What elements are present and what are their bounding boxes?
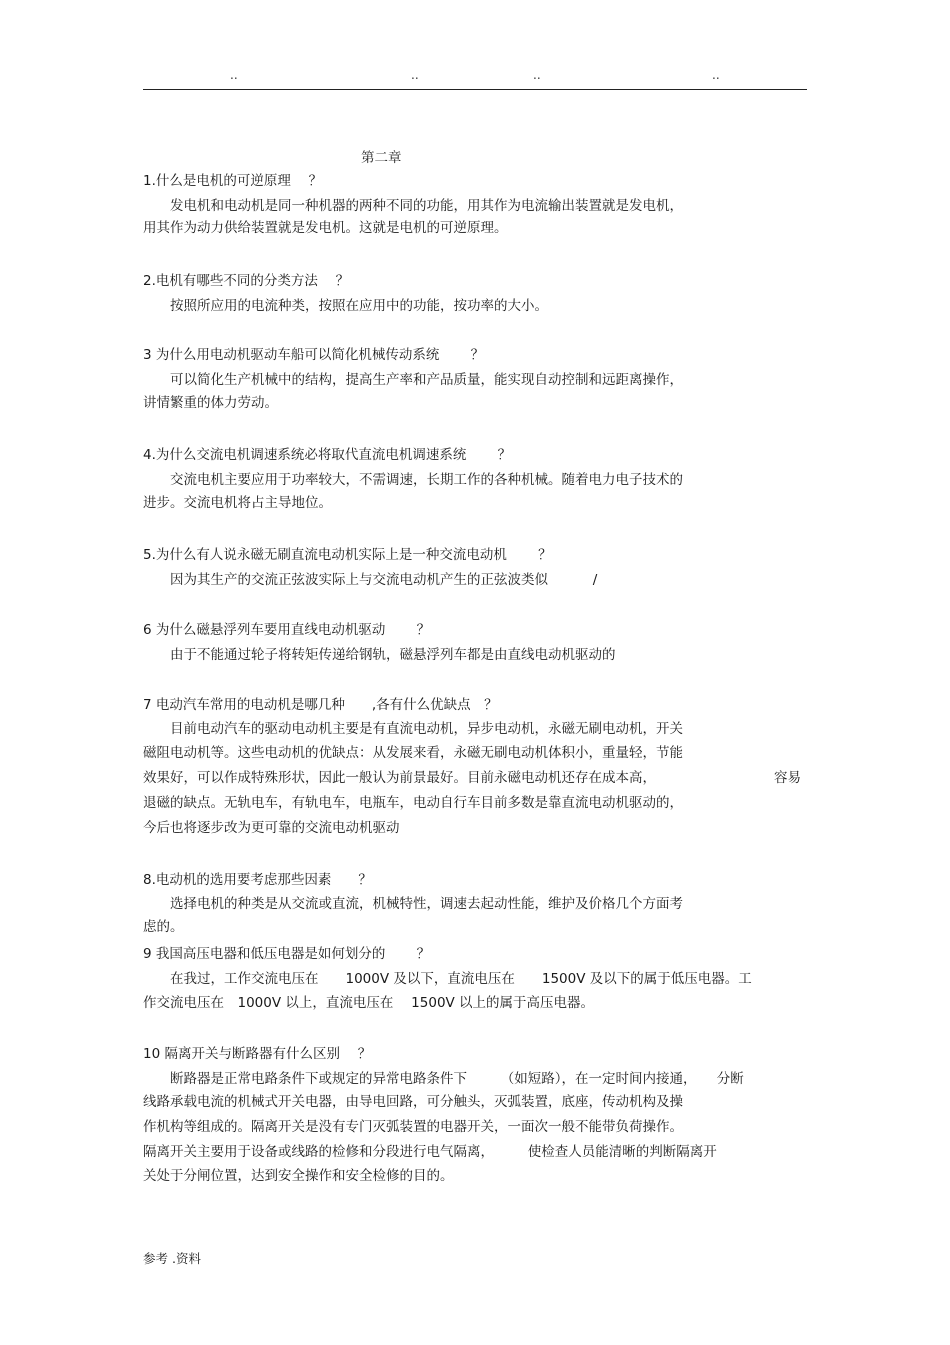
answer-line: 目前电动汽车的驱动电动机主要是有直流电动机，异步电动机，永磁无刷电动机，开关 xyxy=(143,721,683,737)
answer-line-tail: 容易 xyxy=(774,770,801,786)
answer-line: 可以简化生产机械中的结构，提高生产率和产品质量，能实现自动控制和远距离操作， xyxy=(143,372,683,388)
question-8: 8.电动机的选用要考虑那些因素 ？ xyxy=(143,872,372,888)
question-9: 9 我国高压电器和低压电器是如何划分的 ？ xyxy=(143,946,431,962)
header-dots: .. xyxy=(712,68,720,82)
answer-line: 在我过，工作交流电压在 1000V 及以下，直流电压在 1500V 及以下的属于低压电器。工 xyxy=(143,971,752,987)
page-footer: 参考 .资料 xyxy=(143,1251,201,1266)
answer-line: 因为其生产的交流正弦波实际上与交流电动机产生的正弦波类似 / xyxy=(143,572,598,588)
answer-line: 作交流电压在 1000V 以上，直流电压在 1500V 以上的属于高压电器。 xyxy=(143,995,595,1011)
answer-line: 断路器是正常电路条件下或规定的异常电路条件下 （如短路），在一定时间内接通， 分断 xyxy=(143,1071,744,1087)
answer-line: 发电机和电动机是同一种机器的两种不同的功能，用其作为电流输出装置就是发电机， xyxy=(143,198,683,214)
header-rule xyxy=(143,89,807,90)
answer-line: 虑的。 xyxy=(143,919,184,935)
question-7: 7 电动汽车常用的电动机是哪几种 ,各有什么优缺点 ？ xyxy=(143,697,498,713)
answer-line: 选择电机的种类是从交流或直流，机械特性，调速去起动性能，维护及价格几个方面考 xyxy=(143,896,683,912)
question-3: 3 为什么用电动机驱动车船可以简化机械传动系统 ？ xyxy=(143,347,485,363)
answer-line: 线路承载电流的机械式开关电器，由导电回路，可分触头，灭弧装置，底座，传动机构及操 xyxy=(143,1094,683,1110)
header-dots: .. xyxy=(411,68,419,82)
header-dots: .. xyxy=(533,68,541,82)
question-2: 2.电机有哪些不同的分类方法 ？ xyxy=(143,273,350,289)
header-dots: .. xyxy=(230,68,238,82)
answer-line: 讲情繁重的体力劳动。 xyxy=(143,395,278,411)
answer-line: 关处于分闸位置，达到安全操作和安全检修的目的。 xyxy=(143,1168,454,1184)
answer-line: 退磁的缺点。无轨电车，有轨电车，电瓶车，电动自行车目前多数是靠直流电动机驱动的， xyxy=(143,795,683,811)
answer-line: 作机构等组成的。隔离开关是没有专门灭弧装置的电器开关，一面次一般不能带负荷操作。 xyxy=(143,1119,683,1135)
question-10: 10 隔离开关与断路器有什么区别 ？ xyxy=(143,1046,372,1062)
question-1: 1.什么是电机的可逆原理 ？ xyxy=(143,173,323,189)
answer-line: 按照所应用的电流种类，按照在应用中的功能，按功率的大小。 xyxy=(143,298,548,314)
answer-line: 磁阻电动机等。这些电动机的优缺点：从发展来看，永磁无刷电动机体积小，重量轻，节能 xyxy=(143,745,683,761)
question-4: 4.为什么交流电机调速系统必将取代直流电机调速系统 ？ xyxy=(143,447,512,463)
question-5: 5.为什么有人说永磁无刷直流电动机实际上是一种交流电动机 ？ xyxy=(143,547,552,563)
chapter-title: 第二章 xyxy=(361,150,402,166)
answer-line: 用其作为动力供给装置就是发电机。这就是电机的可逆原理。 xyxy=(143,220,508,236)
answer-line: 进步。交流电机将占主导地位。 xyxy=(143,495,332,511)
answer-line: 由于不能通过轮子将转矩传递给钢轨，磁悬浮列车都是由直线电动机驱动的 xyxy=(143,647,616,663)
answer-line: 效果好，可以作成特殊形状，因此一般认为前景最好。目前永磁电动机还存在成本高， xyxy=(143,770,656,786)
answer-line: 今后也将逐步改为更可靠的交流电动机驱动 xyxy=(143,820,400,836)
answer-line: 交流电机主要应用于功率较大，不需调速，长期工作的各种机械。随着电力电子技术的 xyxy=(143,472,683,488)
answer-line: 隔离开关主要用于设备或线路的检修和分段进行电气隔离， 使检查人员能清晰的判断隔离开 xyxy=(143,1144,717,1160)
question-6: 6 为什么磁悬浮列车要用直线电动机驱动 ？ xyxy=(143,622,431,638)
